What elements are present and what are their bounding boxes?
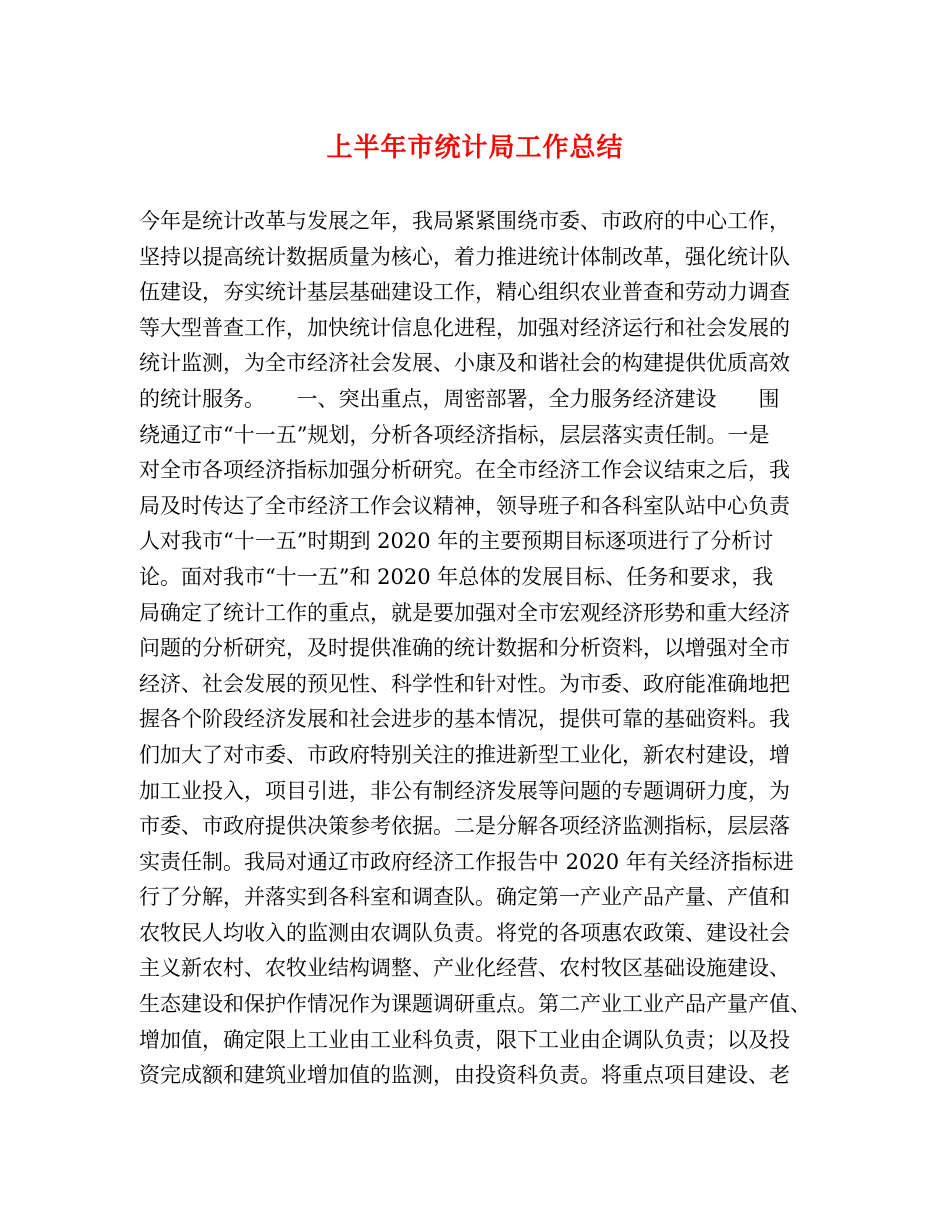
body-line: 伍建设，夯实统计基层基础建设工作，精心组织农业普查和劳动力调查 bbox=[139, 280, 790, 305]
body-line: 对全市各项经济指标加强分析研究。在全市经济工作会议结束之后，我 bbox=[139, 458, 790, 483]
body-line: 握各个阶段经济发展和社会进步的基本情况，提供可靠的基础资料。我 bbox=[139, 707, 790, 732]
body-line: 问题的分析研究，及时提供准确的统计数据和分析资料，以增强对全市 bbox=[139, 636, 790, 661]
body-line: 们加大了对市委、市政府特别关注的推进新型工业化，新农村建设，增 bbox=[139, 742, 790, 767]
body-line: 绕通辽市“十一五”规划，分析各项经济指标，层层落实责任制。一是 bbox=[139, 422, 770, 447]
body-line: 人对我市“十一五”时期到 2020 年的主要预期目标逐项进行了分析讨 bbox=[139, 529, 774, 554]
document-title: 上半年市统计局工作总结 bbox=[326, 133, 624, 163]
body-line: 资完成额和建筑业增加值的监测，由投资科负责。将重点项目建设、老 bbox=[139, 1063, 790, 1088]
body-line: 市委、市政府提供决策参考依据。二是分解各项经济监测指标，层层落 bbox=[139, 814, 790, 839]
body-line: 行了分解，并落实到各科室和调查队。确定第一产业产品产量、产值和 bbox=[139, 885, 790, 910]
body-line: 论。面对我市“十一五”和 2020 年总体的发展目标、任务和要求，我 bbox=[139, 564, 774, 589]
body-line: 坚持以提高统计数据质量为核心，着力推进统计体制改革，强化统计队 bbox=[139, 244, 790, 269]
body-line: 等大型普查工作，加快统计信息化进程，加强对经济运行和社会发展的 bbox=[139, 315, 790, 340]
body-line: 实责任制。我局对通辽市政府经济工作报告中 2020 年有关经济指标进 bbox=[139, 849, 794, 874]
document-body bbox=[139, 204, 829, 1094]
body-line: 局确定了统计工作的重点，就是要加强对全市宏观经济形势和重大经济 bbox=[139, 600, 790, 625]
body-line: 局及时传达了全市经济工作会议精神，领导班子和各科室队站中心负责 bbox=[139, 493, 790, 518]
body-line: 增加值，确定限上工业由工业科负责，限下工业由企调队负责；以及投 bbox=[139, 1027, 790, 1052]
body-line: 今年是统计改革与发展之年，我局紧紧围绕市委、市政府的中心工作， bbox=[139, 209, 790, 233]
body-line: 农牧民人均收入的监测由农调队负责。将党的各项惠农政策、建设社会 bbox=[139, 920, 790, 945]
body-line: 统计监测，为全市经济社会发展、小康及和谐社会的构建提供优质高效 bbox=[139, 351, 790, 376]
body-line: 的统计服务。 一、突出重点，周密部署，全力服务经济建设 围 bbox=[139, 386, 780, 411]
body-line: 经济、社会发展的预见性、科学性和针对性。为市委、政府能准确地把 bbox=[139, 671, 790, 696]
body-line: 生态建设和保护作情况作为课题调研重点。第二产业工业产品产量产值、 bbox=[139, 992, 811, 1017]
body-line: 加工业投入，项目引进，非公有制经济发展等问题的专题调研力度，为 bbox=[139, 778, 790, 803]
body-line: 主义新农村、农牧业结构调整、产业化经营、农村牧区基础设施建设、 bbox=[139, 956, 790, 981]
